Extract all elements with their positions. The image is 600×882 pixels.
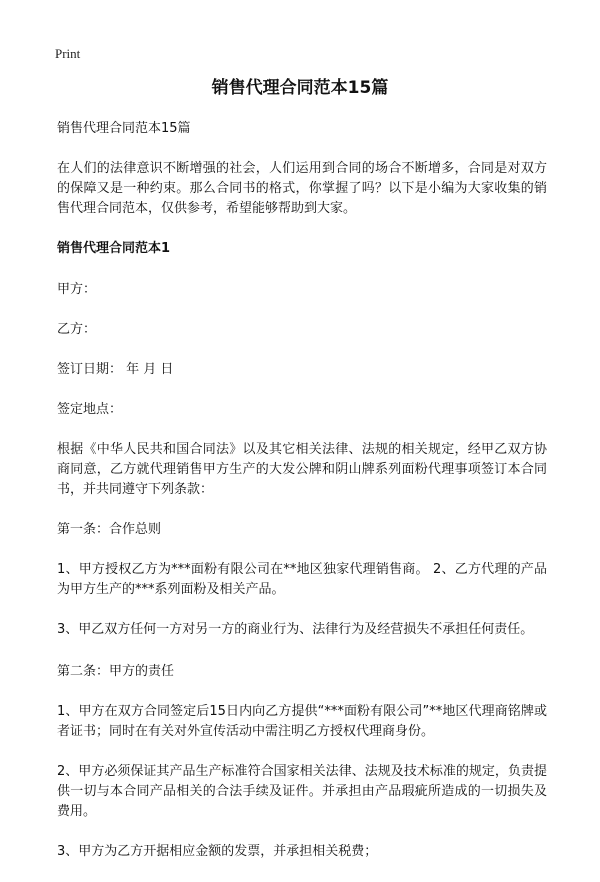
sign-date-field: 签订日期： 年 月 日 [57, 362, 174, 377]
article-2-clause-1: 1、甲方在双方合同签定后15日内向乙方提供“***面粉有限公司”**地区代理商铭牌或者证书；同时在有关对外宣传活动中需注明乙方授权代理商身份。 [57, 704, 547, 739]
print-link[interactable]: Print [55, 46, 81, 61]
intro-paragraph: 在人们的法律意识不断增强的社会，人们运用到合同的场合不断增多，合同是对双方的保障又是一种约束。那么合同书的格式，你掌握了吗？以下是小编为大家收集的销售代理合同范本，仅供参考，希望能够帮助到大家。 [57, 161, 547, 216]
basis-paragraph: 根据《中华人民共和国合同法》以及其它相关法律、法规的相关规定，经甲乙双方协商同意，乙方就代理销售甲方生产的大发公牌和阴山牌系列面粉代理事项签订本合同书，并共同遵守下列条款： [57, 442, 547, 497]
article-2-title: 第二条：甲方的责任 [57, 664, 175, 679]
section-heading: 销售代理合同范本1 [57, 241, 171, 256]
sign-place-field: 签定地点： [57, 402, 123, 417]
page-title: 销售代理合同范本15篇 [211, 78, 389, 98]
article-1-clause-3: 3、甲乙双方任何一方对另一方的商业行为、法律行为及经营损失不承担任何责任。 [57, 622, 534, 637]
article-2-clause-3: 3、甲方为乙方开据相应金额的发票，并承担相关税费； [57, 844, 378, 859]
subtitle: 销售代理合同范本15篇 [57, 121, 191, 136]
article-1-title: 第一条：合作总则 [57, 522, 162, 537]
document-body [57, 119, 547, 882]
party-a-field: 甲方： [57, 282, 97, 297]
party-b-field: 乙方： [57, 322, 97, 337]
article-1-clause-1: 1、甲方授权乙方为***面粉有限公司在**地区独家代理销售商。 2、乙方代理的产品为甲方生产的***系列面粉及相关产品。 [57, 562, 547, 597]
article-2-clause-2: 2、甲方必须保证其产品生产标准符合国家相关法律、法规及技术标准的规定，负责提供一切与本合同产品相关的合法手续及证件。并承担由产品瑕疵所造成的一切损失及费用。 [57, 764, 547, 819]
